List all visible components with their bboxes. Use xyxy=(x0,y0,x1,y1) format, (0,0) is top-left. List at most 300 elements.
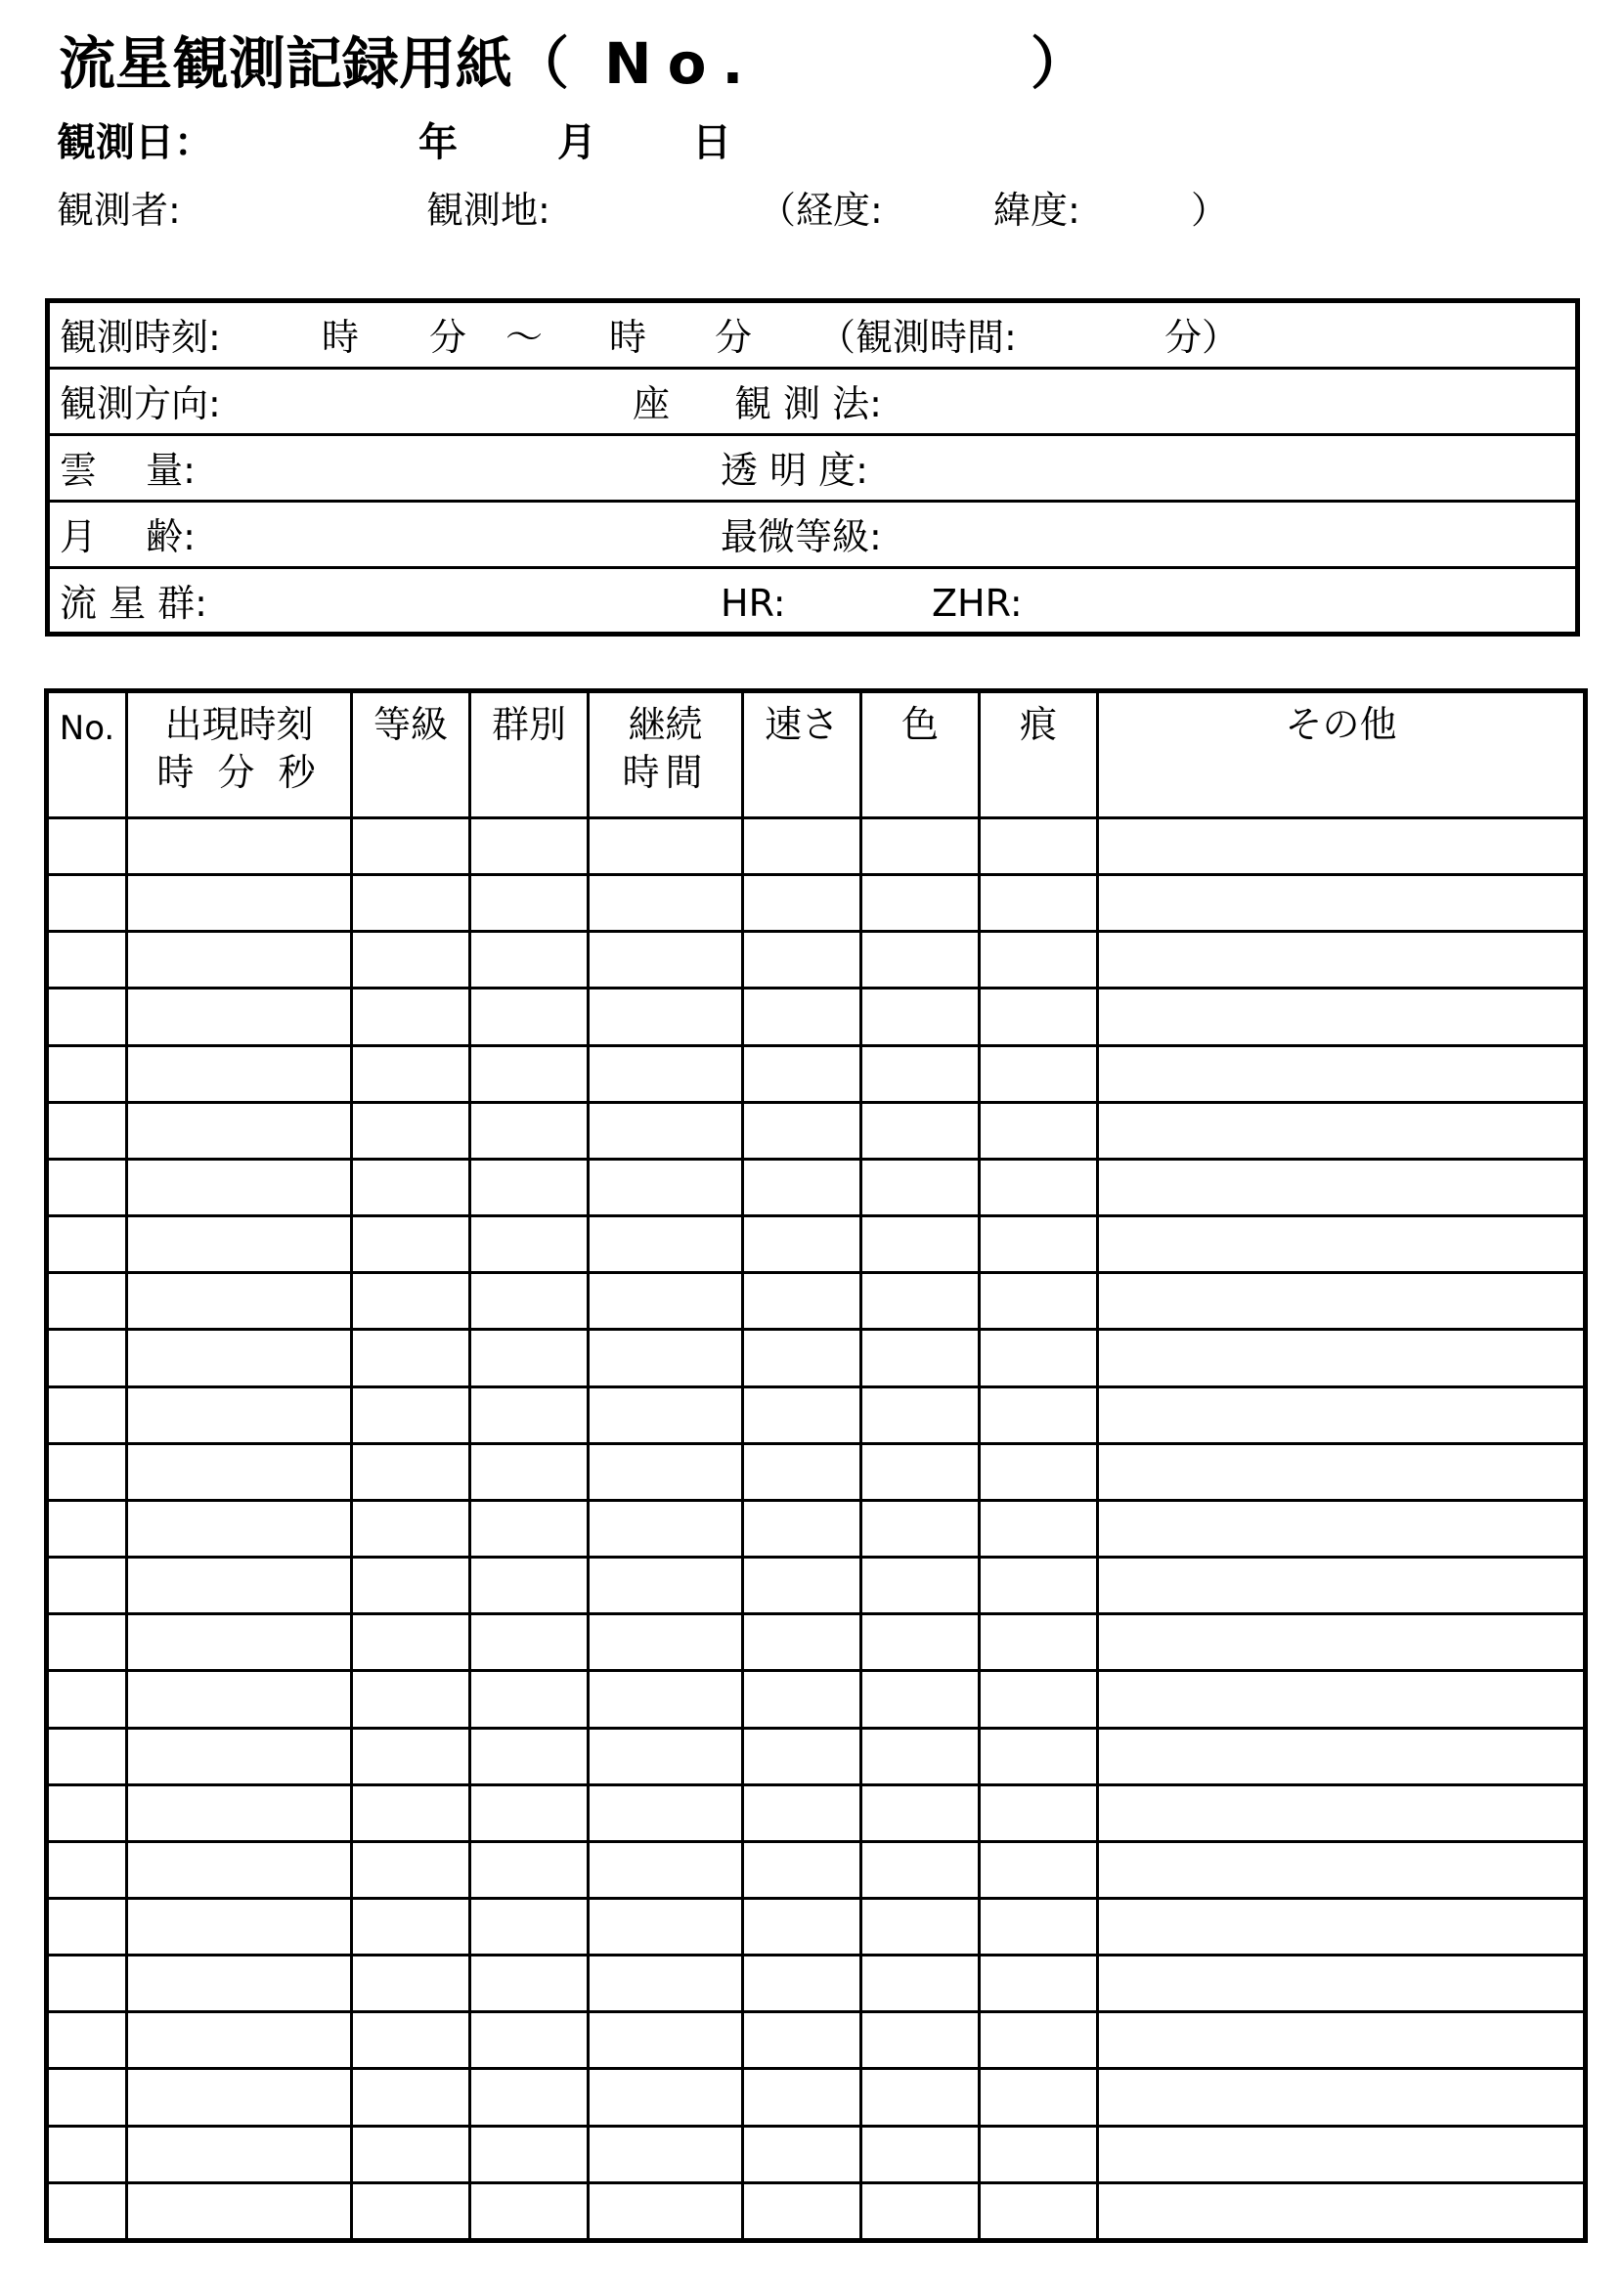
table-cell-speed[interactable] xyxy=(743,1784,861,1841)
table-cell-duration[interactable] xyxy=(589,1159,743,1215)
table-cell-no[interactable] xyxy=(47,1956,127,2012)
table-cell-shower[interactable] xyxy=(470,932,589,989)
table-cell-duration[interactable] xyxy=(589,1045,743,1102)
table-cell-duration[interactable] xyxy=(589,1386,743,1443)
table-cell-train[interactable] xyxy=(980,1784,1098,1841)
table-cell-color[interactable] xyxy=(861,1273,980,1330)
table-cell-notes[interactable] xyxy=(1098,1500,1586,1557)
table-row xyxy=(47,818,1586,875)
table-cell-duration[interactable] xyxy=(589,1956,743,2012)
table-cell-color[interactable] xyxy=(861,818,980,875)
column-header-label: 継続 xyxy=(628,703,703,746)
table-cell-shower[interactable] xyxy=(470,2069,589,2126)
table-cell-speed[interactable] xyxy=(743,1102,861,1159)
table-cell-magnitude[interactable] xyxy=(352,2012,470,2069)
table-cell-notes[interactable] xyxy=(1098,1614,1586,1671)
table-cell-no[interactable] xyxy=(47,1841,127,1898)
table-cell-magnitude[interactable] xyxy=(352,1102,470,1159)
table-cell-color[interactable] xyxy=(861,1671,980,1728)
table-cell-magnitude[interactable] xyxy=(352,1443,470,1500)
table-cell-no[interactable] xyxy=(47,875,127,932)
table-row xyxy=(47,1443,1586,1500)
table-row xyxy=(47,1841,1586,1898)
table-cell-magnitude[interactable] xyxy=(352,932,470,989)
table-cell-no[interactable] xyxy=(47,1784,127,1841)
table-cell-train[interactable] xyxy=(980,1102,1098,1159)
table-cell-notes[interactable] xyxy=(1098,1784,1586,1841)
table-cell-color[interactable] xyxy=(861,1216,980,1273)
table-cell-train[interactable] xyxy=(980,1159,1098,1215)
start-hour-label: 時 xyxy=(322,316,360,359)
tilde-separator: 〜 xyxy=(505,316,544,359)
table-cell-appearance-time[interactable] xyxy=(127,1216,352,1273)
transparency-label: 透 明 度: xyxy=(721,449,868,492)
table-cell-magnitude[interactable] xyxy=(352,818,470,875)
table-cell-color[interactable] xyxy=(861,932,980,989)
form-number-label: No. xyxy=(604,30,760,97)
table-cell-shower[interactable] xyxy=(470,1841,589,1898)
table-cell-duration[interactable] xyxy=(589,875,743,932)
column-header-color xyxy=(861,691,980,818)
table-cell-magnitude[interactable] xyxy=(352,1614,470,1671)
table-cell-appearance-time[interactable] xyxy=(127,1671,352,1728)
table-cell-train[interactable] xyxy=(980,1045,1098,1102)
table-cell-appearance-time[interactable] xyxy=(127,1045,352,1102)
location-label: 観測地: xyxy=(426,189,550,232)
column-header-label: 速さ xyxy=(764,703,839,746)
table-cell-appearance-time[interactable] xyxy=(127,818,352,875)
table-cell-duration[interactable] xyxy=(589,1330,743,1386)
table-cell-speed[interactable] xyxy=(743,1671,861,1728)
table-cell-notes[interactable] xyxy=(1098,1956,1586,2012)
table-cell-train[interactable] xyxy=(980,1330,1098,1386)
table-cell-color[interactable] xyxy=(861,2012,980,2069)
table-row xyxy=(47,1500,1586,1557)
table-cell-shower[interactable] xyxy=(470,1386,589,1443)
table-cell-no[interactable] xyxy=(47,1330,127,1386)
table-cell-no[interactable] xyxy=(47,1671,127,1728)
observation-time-row xyxy=(50,303,1575,370)
table-cell-appearance-time[interactable] xyxy=(127,2069,352,2126)
direction-row xyxy=(50,370,1575,436)
table-cell-shower[interactable] xyxy=(470,1728,589,1784)
table-cell-notes[interactable] xyxy=(1098,1330,1586,1386)
table-cell-shower[interactable] xyxy=(470,1273,589,1330)
table-cell-appearance-time[interactable] xyxy=(127,1956,352,2012)
table-cell-appearance-time[interactable] xyxy=(127,1728,352,1784)
table-cell-shower[interactable] xyxy=(470,1500,589,1557)
table-cell-duration[interactable] xyxy=(589,2182,743,2240)
table-cell-duration[interactable] xyxy=(589,989,743,1045)
table-cell-appearance-time[interactable] xyxy=(127,1386,352,1443)
table-cell-speed[interactable] xyxy=(743,1500,861,1557)
table-cell-duration[interactable] xyxy=(589,1671,743,1728)
table-cell-appearance-time[interactable] xyxy=(127,2126,352,2182)
end-minute-label: 分 xyxy=(715,316,753,359)
table-cell-color[interactable] xyxy=(861,1443,980,1500)
table-cell-notes[interactable] xyxy=(1098,1386,1586,1443)
cloud-cover-label: 雲 量: xyxy=(60,449,196,492)
table-cell-speed[interactable] xyxy=(743,1330,861,1386)
form-number-open-paren: （ xyxy=(512,30,570,97)
table-cell-speed[interactable] xyxy=(743,1898,861,1955)
table-cell-magnitude[interactable] xyxy=(352,2126,470,2182)
column-header-label: 色 xyxy=(900,703,939,746)
table-cell-color[interactable] xyxy=(861,1784,980,1841)
table-cell-shower[interactable] xyxy=(470,875,589,932)
table-row xyxy=(47,1045,1586,1102)
table-header-row xyxy=(47,691,1586,818)
table-cell-train[interactable] xyxy=(980,1728,1098,1784)
table-cell-color[interactable] xyxy=(861,2069,980,2126)
table-cell-duration[interactable] xyxy=(589,2126,743,2182)
table-cell-duration[interactable] xyxy=(589,1841,743,1898)
table-cell-appearance-time[interactable] xyxy=(127,1898,352,1955)
table-cell-notes[interactable] xyxy=(1098,1216,1586,1273)
table-cell-notes[interactable] xyxy=(1098,1273,1586,1330)
constellation-unit: 座 xyxy=(633,382,671,425)
table-cell-duration[interactable] xyxy=(589,1443,743,1500)
table-cell-duration[interactable] xyxy=(589,1102,743,1159)
table-row xyxy=(47,2012,1586,2069)
table-cell-shower[interactable] xyxy=(470,1898,589,1955)
table-cell-train[interactable] xyxy=(980,1614,1098,1671)
table-cell-color[interactable] xyxy=(861,1614,980,1671)
table-cell-duration[interactable] xyxy=(589,818,743,875)
table-cell-magnitude[interactable] xyxy=(352,1841,470,1898)
table-cell-appearance-time[interactable] xyxy=(127,1841,352,1898)
table-row xyxy=(47,1386,1586,1443)
table-cell-color[interactable] xyxy=(861,1102,980,1159)
form-title-text: 流星観測記録用紙 xyxy=(59,30,513,97)
table-cell-color[interactable] xyxy=(861,1500,980,1557)
method-label: 観 測 法: xyxy=(734,382,882,425)
table-cell-train[interactable] xyxy=(980,2126,1098,2182)
table-cell-no[interactable] xyxy=(47,932,127,989)
table-cell-shower[interactable] xyxy=(470,2012,589,2069)
table-cell-notes[interactable] xyxy=(1098,1102,1586,1159)
table-cell-shower[interactable] xyxy=(470,1614,589,1671)
table-cell-notes[interactable] xyxy=(1098,875,1586,932)
observation-date-label: 観測日： xyxy=(57,120,213,165)
table-cell-no[interactable] xyxy=(47,1386,127,1443)
column-header-magnitude xyxy=(352,691,470,818)
moon-row xyxy=(50,503,1575,569)
table-cell-speed[interactable] xyxy=(743,2126,861,2182)
table-cell-no[interactable] xyxy=(47,2012,127,2069)
table-cell-notes[interactable] xyxy=(1098,2182,1586,2240)
coordinates-close-paren: ） xyxy=(1191,189,1229,232)
table-cell-train[interactable] xyxy=(980,1273,1098,1330)
direction-label: 観測方向: xyxy=(60,382,221,425)
table-cell-speed[interactable] xyxy=(743,1841,861,1898)
longitude-label: （経度: xyxy=(759,189,883,232)
table-cell-shower[interactable] xyxy=(470,2126,589,2182)
table-cell-magnitude[interactable] xyxy=(352,989,470,1045)
table-row xyxy=(47,1159,1586,1215)
table-cell-magnitude[interactable] xyxy=(352,2182,470,2240)
table-cell-train[interactable] xyxy=(980,1500,1098,1557)
table-cell-magnitude[interactable] xyxy=(352,1216,470,1273)
table-cell-duration[interactable] xyxy=(589,1728,743,1784)
table-row xyxy=(47,1956,1586,2012)
table-cell-duration[interactable] xyxy=(589,1273,743,1330)
table-cell-color[interactable] xyxy=(861,1728,980,1784)
table-cell-duration[interactable] xyxy=(589,1614,743,1671)
table-cell-no[interactable] xyxy=(47,2182,127,2240)
table-cell-magnitude[interactable] xyxy=(352,1273,470,1330)
table-cell-notes[interactable] xyxy=(1098,932,1586,989)
table-cell-no[interactable] xyxy=(47,1614,127,1671)
table-cell-color[interactable] xyxy=(861,2182,980,2240)
limiting-magnitude-label: 最微等級: xyxy=(721,515,882,558)
table-cell-speed[interactable] xyxy=(743,1045,861,1102)
table-cell-train[interactable] xyxy=(980,2182,1098,2240)
table-cell-train[interactable] xyxy=(980,989,1098,1045)
table-cell-speed[interactable] xyxy=(743,1728,861,1784)
table-cell-speed[interactable] xyxy=(743,2069,861,2126)
table-cell-duration[interactable] xyxy=(589,1558,743,1614)
table-cell-train[interactable] xyxy=(980,1956,1098,2012)
table-cell-train[interactable] xyxy=(980,1386,1098,1443)
table-cell-magnitude[interactable] xyxy=(352,1386,470,1443)
table-cell-speed[interactable] xyxy=(743,1386,861,1443)
table-cell-color[interactable] xyxy=(861,1558,980,1614)
month-label: 月 xyxy=(557,120,596,165)
table-cell-appearance-time[interactable] xyxy=(127,1102,352,1159)
table-cell-magnitude[interactable] xyxy=(352,875,470,932)
table-cell-train[interactable] xyxy=(980,932,1098,989)
table-cell-shower[interactable] xyxy=(470,1443,589,1500)
table-cell-no[interactable] xyxy=(47,989,127,1045)
table-cell-shower[interactable] xyxy=(470,1102,589,1159)
table-cell-shower[interactable] xyxy=(470,1216,589,1273)
table-cell-train[interactable] xyxy=(980,818,1098,875)
column-header-label: 痕 xyxy=(1019,703,1057,746)
table-cell-train[interactable] xyxy=(980,1558,1098,1614)
shower-row xyxy=(50,569,1575,636)
table-cell-no[interactable] xyxy=(47,1728,127,1784)
table-cell-appearance-time[interactable] xyxy=(127,1443,352,1500)
moon-age-label: 月 齢: xyxy=(60,515,196,558)
table-cell-magnitude[interactable] xyxy=(352,1330,470,1386)
table-row xyxy=(47,2069,1586,2126)
table-cell-no[interactable] xyxy=(47,1898,127,1955)
table-cell-color[interactable] xyxy=(861,1045,980,1102)
table-cell-speed[interactable] xyxy=(743,2012,861,2069)
table-cell-appearance-time[interactable] xyxy=(127,1558,352,1614)
form-number-close-paren: ） xyxy=(1031,30,1088,97)
table-cell-magnitude[interactable] xyxy=(352,1045,470,1102)
table-cell-notes[interactable] xyxy=(1098,2126,1586,2182)
table-row xyxy=(47,1558,1586,1614)
table-cell-duration[interactable] xyxy=(589,932,743,989)
table-row xyxy=(47,2126,1586,2182)
table-cell-color[interactable] xyxy=(861,1159,980,1215)
table-row xyxy=(47,875,1586,932)
table-cell-speed[interactable] xyxy=(743,1443,861,1500)
table-cell-shower[interactable] xyxy=(470,818,589,875)
latitude-label: 緯度: xyxy=(993,189,1080,232)
table-cell-train[interactable] xyxy=(980,1671,1098,1728)
table-cell-notes[interactable] xyxy=(1098,989,1586,1045)
table-cell-color[interactable] xyxy=(861,989,980,1045)
table-cell-shower[interactable] xyxy=(470,1159,589,1215)
cloud-row xyxy=(50,436,1575,503)
table-cell-color[interactable] xyxy=(861,1956,980,2012)
table-cell-notes[interactable] xyxy=(1098,1558,1586,1614)
table-cell-train[interactable] xyxy=(980,1216,1098,1273)
table-cell-magnitude[interactable] xyxy=(352,1898,470,1955)
duration-unit: 分） xyxy=(1164,316,1240,359)
table-cell-magnitude[interactable] xyxy=(352,1500,470,1557)
observation-time-label: 観測時刻: xyxy=(60,316,221,359)
table-cell-shower[interactable] xyxy=(470,1956,589,2012)
table-cell-no[interactable] xyxy=(47,1500,127,1557)
table-cell-color[interactable] xyxy=(861,1330,980,1386)
table-cell-no[interactable] xyxy=(47,1558,127,1614)
table-cell-notes[interactable] xyxy=(1098,1671,1586,1728)
column-header-label: No. xyxy=(59,709,115,748)
table-cell-speed[interactable] xyxy=(743,1216,861,1273)
table-cell-speed[interactable] xyxy=(743,1956,861,2012)
table-cell-color[interactable] xyxy=(861,2126,980,2182)
table-cell-speed[interactable] xyxy=(743,932,861,989)
table-cell-duration[interactable] xyxy=(589,1784,743,1841)
observer-label: 観測者: xyxy=(57,189,181,232)
table-cell-appearance-time[interactable] xyxy=(127,932,352,989)
table-row xyxy=(47,1102,1586,1159)
duration-label: （観測時間: xyxy=(818,316,1017,359)
table-cell-no[interactable] xyxy=(47,1159,127,1215)
table-cell-magnitude[interactable] xyxy=(352,1671,470,1728)
table-cell-duration[interactable] xyxy=(589,1500,743,1557)
table-row xyxy=(47,1671,1586,1728)
column-header-shower xyxy=(470,691,589,818)
table-cell-shower[interactable] xyxy=(470,1045,589,1102)
table-cell-color[interactable] xyxy=(861,1898,980,1955)
table-cell-speed[interactable] xyxy=(743,1159,861,1215)
table-cell-no[interactable] xyxy=(47,1102,127,1159)
column-header-speed xyxy=(743,691,861,818)
column-header-label: その他 xyxy=(1285,703,1397,746)
table-cell-speed[interactable] xyxy=(743,1614,861,1671)
table-cell-no[interactable] xyxy=(47,2126,127,2182)
column-header-notes xyxy=(1098,691,1586,818)
table-cell-speed[interactable] xyxy=(743,875,861,932)
table-cell-magnitude[interactable] xyxy=(352,1956,470,2012)
table-row xyxy=(47,1898,1586,1955)
form-title xyxy=(59,30,1088,97)
table-cell-magnitude[interactable] xyxy=(352,1558,470,1614)
table-cell-no[interactable] xyxy=(47,2069,127,2126)
table-cell-train[interactable] xyxy=(980,2069,1098,2126)
table-row xyxy=(47,1784,1586,1841)
table-cell-duration[interactable] xyxy=(589,2012,743,2069)
table-cell-train[interactable] xyxy=(980,1898,1098,1955)
column-header-label: 群別 xyxy=(491,703,566,746)
table-row xyxy=(47,989,1586,1045)
table-cell-notes[interactable] xyxy=(1098,1045,1586,1102)
meteor-log-table xyxy=(44,688,1588,2243)
table-cell-appearance-time[interactable] xyxy=(127,1500,352,1557)
hr-label: HR: xyxy=(721,582,786,625)
table-cell-notes[interactable] xyxy=(1098,1898,1586,1955)
table-cell-appearance-time[interactable] xyxy=(127,989,352,1045)
table-cell-magnitude[interactable] xyxy=(352,1159,470,1215)
table-cell-notes[interactable] xyxy=(1098,1443,1586,1500)
table-cell-speed[interactable] xyxy=(743,2182,861,2240)
column-header-appearance-time xyxy=(127,691,352,818)
table-cell-duration[interactable] xyxy=(589,1898,743,1955)
table-cell-no[interactable] xyxy=(47,1443,127,1500)
meteor-shower-label: 流 星 群: xyxy=(60,582,207,625)
table-cell-notes[interactable] xyxy=(1098,818,1586,875)
table-cell-speed[interactable] xyxy=(743,818,861,875)
table-cell-speed[interactable] xyxy=(743,989,861,1045)
table-cell-notes[interactable] xyxy=(1098,1159,1586,1215)
table-cell-no[interactable] xyxy=(47,1273,127,1330)
table-cell-notes[interactable] xyxy=(1098,2012,1586,2069)
table-cell-shower[interactable] xyxy=(470,1558,589,1614)
table-cell-duration[interactable] xyxy=(589,2069,743,2126)
table-cell-duration[interactable] xyxy=(589,1216,743,1273)
table-cell-train[interactable] xyxy=(980,1443,1098,1500)
table-cell-appearance-time[interactable] xyxy=(127,875,352,932)
table-cell-magnitude[interactable] xyxy=(352,1728,470,1784)
start-minute-label: 分 xyxy=(429,316,467,359)
table-cell-appearance-time[interactable] xyxy=(127,2182,352,2240)
table-row xyxy=(47,1273,1586,1330)
table-cell-color[interactable] xyxy=(861,875,980,932)
table-cell-shower[interactable] xyxy=(470,989,589,1045)
table-cell-appearance-time[interactable] xyxy=(127,2012,352,2069)
table-cell-appearance-time[interactable] xyxy=(127,1614,352,1671)
table-cell-train[interactable] xyxy=(980,2012,1098,2069)
table-cell-appearance-time[interactable] xyxy=(127,1784,352,1841)
table-cell-appearance-time[interactable] xyxy=(127,1159,352,1215)
table-cell-appearance-time[interactable] xyxy=(127,1330,352,1386)
table-cell-color[interactable] xyxy=(861,1841,980,1898)
column-header-label: 出現時刻 xyxy=(164,703,314,746)
table-cell-speed[interactable] xyxy=(743,1558,861,1614)
table-cell-appearance-time[interactable] xyxy=(127,1273,352,1330)
end-hour-label: 時 xyxy=(609,316,647,359)
table-cell-train[interactable] xyxy=(980,875,1098,932)
table-cell-notes[interactable] xyxy=(1098,1841,1586,1898)
table-cell-train[interactable] xyxy=(980,1841,1098,1898)
table-cell-no[interactable] xyxy=(47,818,127,875)
table-cell-magnitude[interactable] xyxy=(352,2069,470,2126)
table-cell-no[interactable] xyxy=(47,1216,127,1273)
table-cell-notes[interactable] xyxy=(1098,2069,1586,2126)
table-cell-shower[interactable] xyxy=(470,1671,589,1728)
column-header-sublabel: 時 分 秒 xyxy=(156,751,322,795)
table-cell-shower[interactable] xyxy=(470,1330,589,1386)
table-cell-magnitude[interactable] xyxy=(352,1784,470,1841)
table-row xyxy=(47,2182,1586,2240)
table-cell-color[interactable] xyxy=(861,1386,980,1443)
column-header-label: 等級 xyxy=(373,703,448,746)
column-header-sublabel: 時間 xyxy=(622,751,709,795)
table-row xyxy=(47,1728,1586,1784)
column-header-duration xyxy=(589,691,743,818)
table-cell-shower[interactable] xyxy=(470,1784,589,1841)
table-cell-notes[interactable] xyxy=(1098,1728,1586,1784)
table-cell-no[interactable] xyxy=(47,1045,127,1102)
table-cell-shower[interactable] xyxy=(470,2182,589,2240)
table-cell-speed[interactable] xyxy=(743,1273,861,1330)
